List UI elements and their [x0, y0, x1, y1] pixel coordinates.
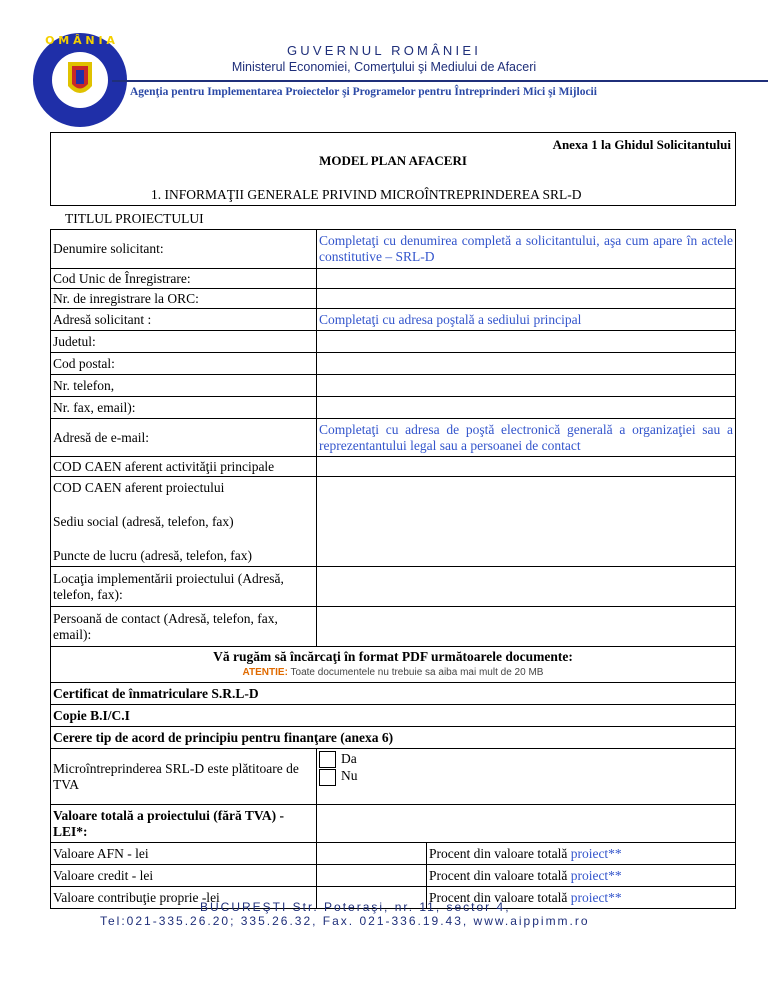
section-title: 1. INFORMAŢII GENERALE PRIVIND MICROÎNTREPRINDEREA SRL-D: [151, 187, 582, 202]
footer-address: BUCUREŞTI Str. Poteraşi, nr. 11, sector 4,: [200, 900, 511, 914]
applicant-name-label: Denumire solicitant:: [51, 230, 317, 269]
table-row: [51, 749, 736, 805]
table-row: [51, 683, 736, 705]
vat-option-nu[interactable]: [319, 768, 733, 785]
table-row: [51, 477, 736, 567]
own-contribution-label: Valoare contribuţie proprie -lei: [51, 887, 317, 909]
total-value-label: Valoare totală a proiectului (fără TVA) - LEI*:: [51, 805, 317, 843]
afn-percent-label: Procent din valoare totală: [429, 845, 571, 861]
county-field[interactable]: [317, 331, 736, 353]
table-row: [51, 289, 736, 309]
doc-certificate-upload[interactable]: Certificat de înmatriculare S.R.L-D: [51, 683, 736, 705]
vat-options: [317, 749, 736, 805]
table-row: [51, 331, 736, 353]
fax-field[interactable]: [317, 397, 736, 419]
table-row: [51, 457, 736, 477]
implementation-location-label: Locaţia implementării proiectului (Adresă, telefon, fax):: [51, 567, 317, 607]
vat-payer-label: Microîntreprinderea SRL-D este plătitoare de TVA: [51, 749, 317, 805]
afn-percent-suffix: proiect**: [570, 845, 622, 861]
table-row: [51, 647, 736, 683]
contact-person-label: Persoană de contact (Adresă, telefon, fax, email):: [51, 607, 317, 647]
footer-contacts: Tel:021-335.26.20; 335.26.32, Fax. 021-336.19.43, www.aippimm.ro: [100, 914, 590, 928]
credit-value-label: Valoare credit - lei: [51, 865, 317, 887]
table-row: [51, 865, 736, 887]
cui-label: Cod Unic de Înregistrare:: [51, 269, 317, 289]
vat-nu-label: Nu: [341, 768, 358, 784]
caen-project-field[interactable]: [317, 477, 736, 567]
contact-person-field[interactable]: [317, 607, 736, 647]
table-row: [51, 843, 736, 865]
afn-value-field[interactable]: [317, 843, 427, 865]
attention-label: ATENTIE:: [242, 666, 288, 678]
orc-label: Nr. de inregistrare la ORC:: [51, 289, 317, 309]
page-footer: [100, 900, 700, 928]
table-row: [51, 419, 736, 457]
contrib-percent-label: Procent din valoare totală: [429, 889, 571, 905]
table-row: [51, 567, 736, 607]
credit-percent-label: Procent din valoare totală: [429, 867, 571, 883]
credit-percent-cell: [427, 865, 736, 887]
email-field[interactable]: Completaţi cu adresa de poştă electronică generală a organizaţiei sau a reprezentantului legal sau a persoanei de contact: [317, 419, 736, 457]
documents-heading: Vă rugăm să încărcaţi în format PDF următoarele documente:: [213, 648, 573, 664]
caen-project-block: [51, 477, 317, 567]
documents-heading-cell: [51, 647, 736, 683]
postal-code-label: Cod postal:: [51, 353, 317, 375]
table-row: [51, 607, 736, 647]
table-row: [51, 705, 736, 727]
headquarters-label: Sediu social (adresă, telefon, fax): [53, 514, 234, 529]
table-row: [51, 353, 736, 375]
county-label: Judetul:: [51, 331, 317, 353]
svg-text:O M Â N I A: O M Â N I A: [45, 34, 115, 47]
postal-code-field[interactable]: [317, 353, 736, 375]
orc-field[interactable]: [317, 289, 736, 309]
vat-da-label: Da: [341, 751, 357, 766]
ministry-title: Ministerul Economiei, Comerţului şi Mediului de Afaceri: [231, 60, 537, 74]
table-row: [51, 727, 736, 749]
agency-title: Agenţia pentru Implementarea Proiectelor şi Programelor pentru Întreprinderi Mici şi Mijlocii: [130, 86, 597, 98]
caen-project-label: COD CAEN aferent proiectului: [53, 480, 225, 495]
document-title: MODEL PLAN AFACERI: [319, 153, 467, 168]
application-form-table: [50, 229, 736, 909]
annex-label: Anexa 1 la Ghidul Solicitantului: [552, 137, 731, 152]
work-points-label: Puncte de lucru (adresă, telefon, fax): [53, 548, 253, 563]
table-row: [51, 397, 736, 419]
address-label: Adresă solicitant :: [51, 309, 317, 331]
attention-text: Toate documentele nu trebuie sa aiba mai mult de 20 MB: [287, 666, 544, 678]
fax-label: Nr. fax, email):: [51, 397, 317, 419]
table-row: [51, 230, 736, 269]
checkbox-da[interactable]: [319, 751, 336, 768]
checkbox-nu[interactable]: [319, 769, 336, 786]
total-value-field[interactable]: [317, 805, 736, 843]
vat-option-da[interactable]: [319, 751, 733, 768]
caen-main-label: COD CAEN aferent activităţii principale: [51, 457, 317, 477]
project-title-label: TITLUL PROIECTULUI: [65, 211, 204, 226]
phone-field[interactable]: [317, 375, 736, 397]
doc-id-copy-upload[interactable]: Copie B.I/C.I: [51, 705, 736, 727]
attention-note: [53, 665, 733, 681]
implementation-location-field[interactable]: [317, 567, 736, 607]
email-label: Adresă de e-mail:: [51, 419, 317, 457]
credit-percent-suffix: proiect**: [570, 867, 622, 883]
header-divider: [112, 80, 768, 82]
afn-value-label: Valoare AFN - lei: [51, 843, 317, 865]
doc-agreement-request-upload[interactable]: Cerere tip de acord de principiu pentru finanţare (anexa 6): [51, 727, 736, 749]
contrib-percent-suffix: proiect**: [570, 889, 622, 905]
afn-percent-cell: [427, 843, 736, 865]
table-row: [51, 309, 736, 331]
form-header-box: [50, 132, 736, 226]
table-row: [51, 805, 736, 843]
phone-label: Nr. telefon,: [51, 375, 317, 397]
table-row: [51, 269, 736, 289]
caen-main-field[interactable]: [317, 457, 736, 477]
table-row: [51, 375, 736, 397]
address-field[interactable]: Completaţi cu adresa poştală a sediului principal: [317, 309, 736, 331]
cui-field[interactable]: [317, 269, 736, 289]
credit-value-field[interactable]: [317, 865, 427, 887]
applicant-name-field[interactable]: Completaţi cu denumirea completă a solicitantului, aşa cum apare în actele constitutive – SRL-D: [317, 230, 736, 269]
government-title: GUVERNUL ROMÂNIEI: [286, 43, 482, 58]
